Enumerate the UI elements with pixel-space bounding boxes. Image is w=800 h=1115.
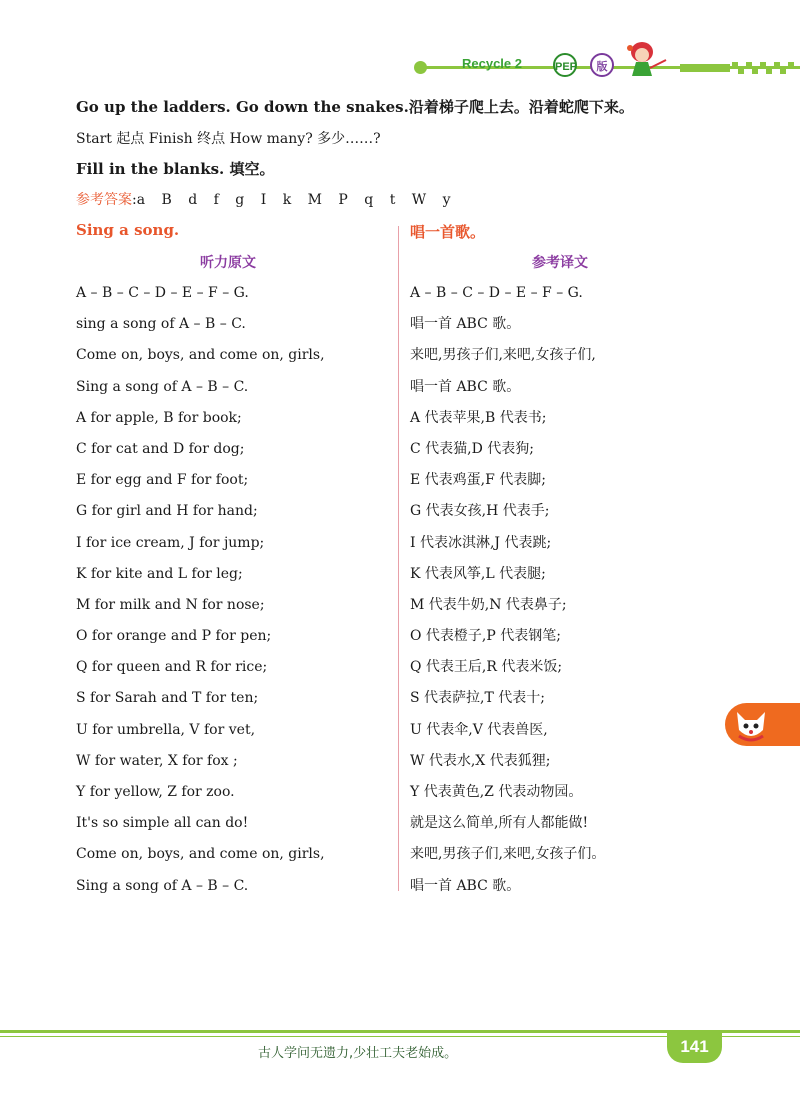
song-title-en: Sing a song. [76,221,180,239]
column-divider [398,226,399,891]
cartoon-girl-icon [620,38,670,80]
section-ladders [76,96,634,117]
song-title-cn: 唱一首歌。 [410,223,486,241]
lyric-line-cn: Y 代表黄色,Z 代表动物园。 [410,784,583,800]
lyric-line-en: Sing a song of A – B – C. [76,877,249,894]
answer-text: :a B d f g I k M P q t W y [132,192,451,208]
lyric-line-en: C for cat and D for dog; [76,440,245,457]
lyric-line-cn: E 代表鸡蛋,F 代表脚; [410,472,547,489]
lyric-line-en: M for milk and N for nose; [76,596,265,613]
lyric-line-en: It's so simple all can do! [76,815,249,832]
header-dot [414,61,427,74]
listening-script-header: 听力原文 [200,255,256,271]
lyric-line-en: I for ice cream, J for jump; [76,534,265,551]
lyric-line-cn: C 代表猫,D 代表狗; [410,440,535,457]
fox-face-icon [733,706,769,742]
lyric-line-cn: 唱一首 ABC 歌。 [410,877,521,894]
header-title: Recycle 2 [462,56,522,71]
lyric-line-en: A – B – C – D – E – F – G. [76,285,249,301]
section-ladders-en: Go up the ladders. Go down the snakes. [76,98,409,116]
lyric-line-cn: Q 代表王后,R 代表米饭; [410,659,563,676]
edition-badge: 版 [590,53,614,77]
lyric-line-en: E for egg and F for foot; [76,472,249,489]
lyric-line-cn: A 代表苹果,B 代表书; [410,409,547,426]
lyric-line-cn: U 代表伞,V 代表兽医, [410,721,548,738]
fill-blanks-heading [76,158,275,179]
fill-blanks-en: Fill in the blanks. [76,160,225,178]
lyric-line-cn: 唱一首 ABC 歌。 [410,316,521,333]
lyric-line-cn: M 代表牛奶,N 代表鼻子; [410,596,567,613]
lyric-line-cn: W 代表水,X 代表狐狸; [410,752,551,769]
lyric-line-cn: I 代表冰淇淋,J 代表跳; [410,534,552,551]
lyric-line-en: K for kite and L for leg; [76,565,243,582]
lyrics-english-list [76,282,325,906]
fill-blanks-cn: 填空。 [229,160,275,178]
lyrics-chinese-list [410,282,605,906]
lyric-line-en: U for umbrella, V for vet, [76,721,256,738]
pep-badge: PEP [553,53,577,77]
lyric-line-cn: S 代表萨拉,T 代表十; [410,690,545,707]
vocab-line: Start 起点 Finish 终点 How many? 多少……? [76,131,381,147]
lyric-line-en: Sing a song of A – B – C. [76,378,249,395]
lyric-line-cn: 唱一首 ABC 歌。 [410,378,521,395]
lyric-line-cn: 来吧,男孩子们,来吧,女孩子们, [410,347,596,364]
lyric-line-en: Come on, boys, and come on, girls, [76,846,325,863]
lyric-line-en: sing a song of A – B – C. [76,316,246,333]
lyric-line-cn: 就是这么简单,所有人都能做! [410,815,589,832]
answer-line [76,189,451,209]
answer-label: 参考答案 [76,192,132,208]
lyric-line-cn: O 代表橙子,P 代表钢笔; [410,628,561,645]
lyric-line-en: W for water, X for fox ; [76,752,238,769]
footer-motto: 古人学问无遗力,少壮工夫老始成。 [258,1046,458,1061]
lyric-line-cn: A – B – C – D – E – F – G. [410,285,583,301]
lyric-line-en: G for girl and H for hand; [76,503,258,520]
section-ladders-cn: 沿着梯子爬上去。沿着蛇爬下来。 [408,98,634,116]
translation-header: 参考译文 [532,255,588,271]
lyric-line-en: Q for queen and R for rice; [76,659,268,676]
lyric-line-cn: 来吧,男孩子们,来吧,女孩子们。 [410,846,606,863]
page-number: 141 [667,1033,722,1063]
lyric-line-en: Y for yellow, Z for zoo. [76,784,235,800]
lyric-line-en: S for Sarah and T for ten; [76,690,259,707]
lyric-line-en: O for orange and P for pen; [76,628,272,645]
lyric-line-en: Come on, boys, and come on, girls, [76,347,325,364]
lyric-line-cn: K 代表风筝,L 代表腿; [410,565,546,582]
lyric-line-cn: G 代表女孩,H 代表手; [410,503,550,520]
lyric-line-en: A for apple, B for book; [76,409,242,426]
checker-decoration [680,58,800,78]
